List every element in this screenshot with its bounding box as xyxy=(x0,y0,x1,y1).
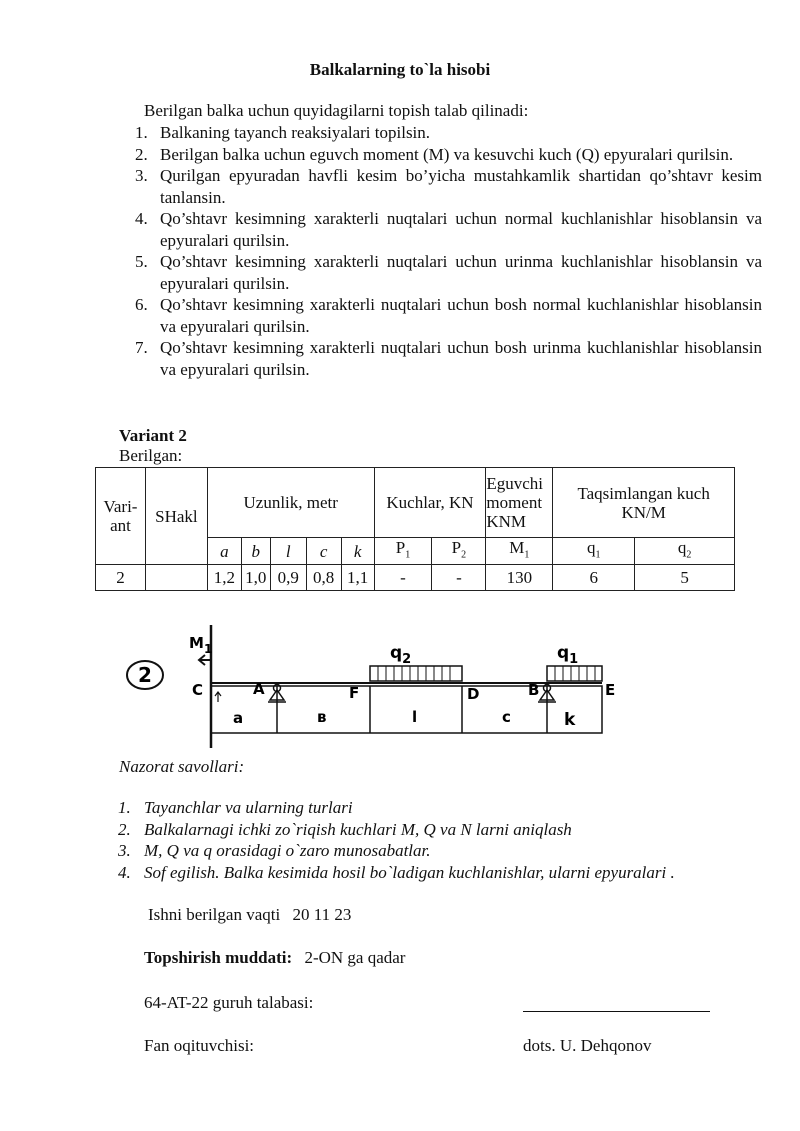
col-p1: $P_1$ xyxy=(374,538,432,565)
variant-number: 2 xyxy=(138,663,152,687)
q1-label: $q_1$ xyxy=(557,643,579,667)
cell-k: 1,1 xyxy=(341,565,374,591)
task-number: 7. xyxy=(135,338,148,357)
list-item: 3. M, Q va q orasidagi o`zaro munosabatlar. xyxy=(118,841,431,861)
task-text: Qurilgan epyuradan havfli kesim bo’yicha mustahkamlik shartidan qo’shtavr kesim tanlansin. xyxy=(160,166,762,207)
deadline-label: Topshirish muddati: xyxy=(144,948,293,967)
task-item xyxy=(135,144,762,166)
cell-b: 1,0 xyxy=(241,565,270,591)
task-text: Balkaning tayanch reaksiyalari topilsin. xyxy=(160,123,431,142)
group-label: 64-AT-22 guruh talabasi: xyxy=(144,993,314,1012)
header-moment: Eguvchi moment KNM xyxy=(486,468,553,538)
col-p2: $P_2$ xyxy=(432,538,486,565)
issue-date-line xyxy=(148,905,351,925)
teacher-label: Fan oqituvchisi: xyxy=(144,1036,255,1055)
teacher-name: dots. U. Dehqonov xyxy=(523,1036,652,1055)
cell-a: 1,2 xyxy=(207,565,241,591)
q2-label: $q_2$ xyxy=(390,643,412,667)
task-item xyxy=(135,165,762,208)
list-item: 2. Balkalarnagi ichki zo`riqish kuchlari M, Q va N larni aniqlash xyxy=(118,819,572,839)
cell-q1: 6 xyxy=(553,565,635,591)
variant-heading: Variant 2 xyxy=(119,426,187,445)
col-k: k xyxy=(341,538,374,565)
point-d: D xyxy=(467,685,480,703)
list-item: 1. Tayanchlar va ularning turlari xyxy=(118,798,353,817)
header-distributed-load: Taqsimlangan kuch KN/M xyxy=(553,468,735,538)
given-data-table xyxy=(95,467,735,591)
list-item: 4. Sof egilish. Balka kesimida hosil bo`ladigan kuchlanishlar, ularni epyuralari . xyxy=(118,863,675,883)
span-c: c xyxy=(502,708,511,726)
task-list xyxy=(135,122,762,380)
cell-m1: 130 xyxy=(486,565,553,591)
point-f: F xyxy=(349,684,360,702)
cell-variant: 2 xyxy=(96,565,146,591)
col-c: c xyxy=(306,538,341,565)
cell-p1: - xyxy=(374,565,432,591)
control-questions-heading: Nazorat savollari: xyxy=(119,757,245,776)
point-e: E xyxy=(605,681,616,699)
span-k: k xyxy=(564,710,576,730)
beam-diagram xyxy=(120,620,620,755)
question-list xyxy=(118,797,675,884)
point-a: A xyxy=(253,680,265,698)
point-b: B xyxy=(528,681,540,699)
col-q2: $q_2$ xyxy=(635,538,735,565)
col-a: a xyxy=(207,538,241,565)
span-boxes xyxy=(211,686,602,733)
col-q1: $q_1$ xyxy=(553,538,635,565)
task-text: Qo’shtavr kesimning xarakterli nuqtalari uchun bosh normal kuchlanishlar hisoblansin va epyuralari qurilsin. xyxy=(160,295,762,336)
task-item xyxy=(135,208,762,251)
cell-c: 0,8 xyxy=(306,565,341,591)
col-l: l xyxy=(270,538,306,565)
header-length: Uzunlik, metr xyxy=(207,468,374,538)
intro-text: Berilgan balka uchun quyidagilarni topish talab qilinadi: xyxy=(144,101,529,120)
task-item xyxy=(135,294,762,337)
moment-label: $M_1$ xyxy=(189,634,213,656)
task-text: Qo’shtavr kesimning xarakterli nuqtalari uchun bosh urinma kuchlanishlar hisoblansin va epyuralari qurilsin. xyxy=(160,338,762,379)
load-q1 xyxy=(547,666,602,681)
deadline-value: 2-ON ga qadar xyxy=(304,948,406,967)
cell-l: 0,9 xyxy=(270,565,306,591)
header-forces: Kuchlar, KN xyxy=(374,468,486,538)
given-label: Berilgan: xyxy=(119,446,183,465)
task-number: 1. xyxy=(135,123,148,142)
cell-p2: - xyxy=(432,565,486,591)
document-title: Balkalarning to`la hisobi xyxy=(309,60,491,79)
load-q2 xyxy=(370,666,462,681)
col-b: b xyxy=(241,538,270,565)
task-item xyxy=(135,337,762,380)
cell-shape xyxy=(145,565,207,591)
cell-q2: 5 xyxy=(635,565,735,591)
span-b: в xyxy=(317,708,327,726)
task-text: Qo’shtavr kesimning xarakterli nuqtalari uchun normal kuchlanishlar hisoblansin va epyuralari qurilsin. xyxy=(160,209,762,250)
task-text: Qo’shtavr kesimning xarakterli nuqtalari uchun urinma kuchlanishlar hisoblansin va epyuralari qurilsin. xyxy=(160,252,762,293)
table-row xyxy=(96,565,735,591)
task-number: 5. xyxy=(135,252,148,271)
issue-date: 20 11 23 xyxy=(292,905,352,924)
task-number: 3. xyxy=(135,166,148,185)
task-number: 4. xyxy=(135,209,148,228)
task-number: 6. xyxy=(135,295,148,314)
span-l: l xyxy=(412,708,418,726)
task-text: Berilgan balka uchun eguvch moment (M) va kesuvchi kuch (Q) epyuralari qurilsin. xyxy=(160,144,734,164)
issue-label: Ishni berilgan vaqti xyxy=(148,905,281,924)
task-item xyxy=(135,122,762,144)
signature-line xyxy=(523,1011,710,1012)
col-m1: $M_1$ xyxy=(486,538,553,565)
header-shape: SHakl xyxy=(145,468,207,565)
point-c: C xyxy=(192,681,204,699)
header-variant: Vari-ant xyxy=(96,468,146,565)
span-a: a xyxy=(233,709,244,727)
task-item xyxy=(135,251,762,294)
deadline-line xyxy=(144,948,405,968)
task-number: 2. xyxy=(135,144,148,164)
